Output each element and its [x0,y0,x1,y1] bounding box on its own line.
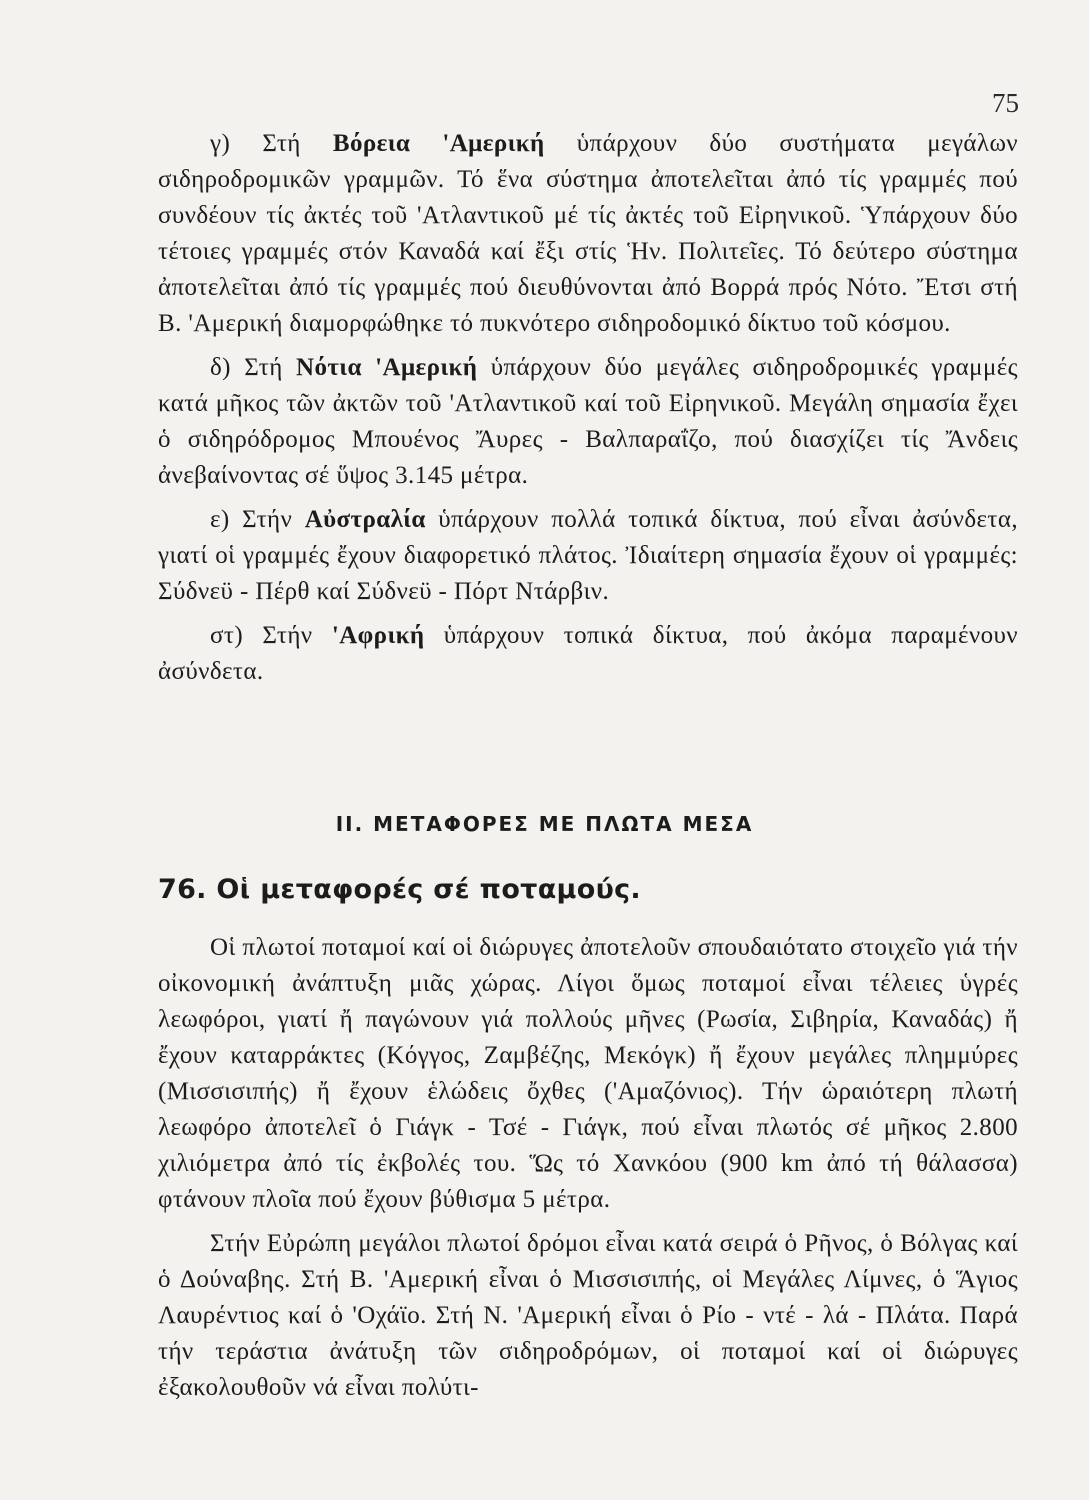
paragraph-australia: ε) Στήν Αὐστραλία ὑπάρχουν πολλά τοπικά δίκτυα, πού εἶναι ἀσύνδετα, γιατί οἱ γραμμές ἔχουν διαφορετικό πλάτος. Ἰδιαίτερη σημασία ἔχουν οἱ γραμμές: Σύδνεϋ - Πέρθ καί Σύδνεϋ - Πόρτ Ντάρβιν. [158,506,1019,605]
bold-term-africa: 'Αφρική [331,622,425,649]
bold-term-australia: Αὐστραλία [304,506,426,533]
text-block-rivers [158,930,1018,1406]
paragraph-rivers-intro: Οἱ πλωτοί ποταμοί καί οἱ διώρυγες ἀποτελοῦν σπουδαιότατο στοιχεῖο γιά τήν οἰκονομική ἀνάπτυξη μιᾶς χώρας. Λίγοι ὅμως ποταμοί εἶναι τέλειες ὑγρές λεωφόροι, γιατί ἤ παγώνουν γιά πολλούς μῆνες (Ρωσία, Σιβηρία, Καναδάς) ἤ ἔχουν καταρράκτες (Κόγγος, Ζαμβέζης, Μεκόγκ) ἤ ἔχουν μεγάλες πλημμύρες (Μισσισιπής) ἤ ἔχουν ἑλώδεις ὄχθες ('Αμαζόνιος). Τήν ὡραιότερη πλωτή λεωφόρο ἀποτελεῖ ὁ Γιάγκ - Τσέ - Γιάγκ, πού εἶναι πλωτός σέ μῆκος 2.800 χιλιόμετρα ἀπό τίς ἐκβολές του. Ὥς τό Χανκόου (900 km ἀπό τή θάλασσα) φτάνουν πλοῖα πού ἔχουν βύθισμα 5 μέτρα. [158,934,1018,1213]
bold-term-north-america: Βόρεια 'Αμερική [332,130,545,157]
paragraph-north-america: γ) Στή Βόρεια 'Αμερική ὑπάρχουν δύο συστήματα μεγάλων σιδηροδρομικῶν γραμμῶν. Τό ἕνα σύστημα ἀποτελεῖται ἀπό τίς γραμμές πού συνδέουν τίς ἀκτές τοῦ 'Ατλαντικοῦ μέ τίς ἀκτές τοῦ Εἰρηνικοῦ. Ὑπάρχουν δύο τέτοιες γραμμές στόν Καναδά καί ἔξι στίς Ἡν. Πολιτεῖες. Τό δεύτερο σύστημα ἀποτελεῖται ἀπό τίς γραμμές πού διευθύνονται ἀπό Βορρά πρός Νότο. Ἔτσι στή Β. 'Αμερική διαμορφώθηκε τό πυκνότερο σιδηροδομικό δίκτυο τοῦ κόσμου. [158,130,1018,337]
text-block-railways [158,126,1018,690]
section-heading: II. ΜΕΤΑΦΟΡΕΣ ΜΕ ΠΛΩΤΑ ΜΕΣΑ [335,812,754,836]
paragraph-africa: στ) Στήν 'Αφρική ὑπάρχουν τοπικά δίκτυα, πού ἀκόμα παραμένουν ἀσύνδετα. [158,622,1018,685]
paragraph-rivers-waterways: Στήν Εὐρώπη μεγάλοι πλωτοί δρόμοι εἶναι κατά σειρά ὁ Ρῆνος, ὁ Βόλγας καί ὁ Δούναβης. Στή Β. 'Αμερική εἶναι ὁ Μισσισιπής, οἱ Μεγάλες Λίμνες, ὁ Ἅγιος Λαυρέντιος καί ὁ 'Οχάϊο. Στή Ν. 'Αμερική εἶναι ὁ Ρίο - ντέ - λά - Πλάτα. Παρά τήν τεράστια ἀνάτυξη τῶν σιδηροδρόμων, οἱ ποταμοί καί οἱ διώρυγες ἐξακολουθοῦν νά εἶναι πολύτι- [158,1230,1018,1401]
paragraph-south-america: δ) Στή Νότια 'Αμερική ὑπάρχουν δύο μεγάλες σιδηροδρομικές γραμμές κατά μῆκος τῶν ἀκτῶν τοῦ 'Ατλαντικοῦ καί τοῦ Εἰρηνικοῦ. Μεγάλη σημασία ἔχει ὁ σιδηρόδρομος Μπουένος Ἄυρες - Βαλπαραΐζο, πού διασχίζει τίς Ἄνδεις ἀνεβαίνοντας σέ ὕψος 3.145 μέτρα. [158,354,1018,489]
chapter-heading: 76. Οἱ μεταφορές σέ ποταμούς. [158,874,641,905]
page-number: 75 [992,88,1019,118]
bold-term-south-america: Νότια 'Αμερική [296,354,478,381]
